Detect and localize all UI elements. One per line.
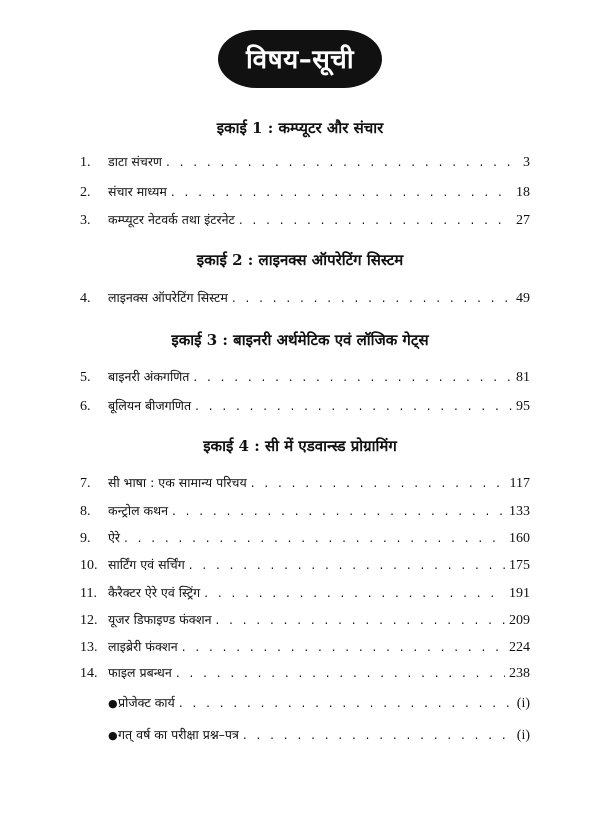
toc-entry[interactable] (80, 183, 530, 203)
toc-entry[interactable] (80, 153, 530, 173)
entry-title: बाइनरी अंकगणित (108, 369, 190, 384)
bullet-icon: ● (108, 729, 118, 742)
dot-leader (124, 531, 505, 545)
toc-entry[interactable] (80, 474, 530, 494)
entry-title: संचार माध्यम (108, 184, 167, 199)
entry-page: 133 (509, 504, 530, 519)
dot-leader (216, 613, 505, 627)
entry-page: (i) (516, 696, 530, 711)
toc-extra-entry[interactable] (108, 726, 530, 746)
entry-title: लाइनक्स ऑपरेटिंग सिस्टम (108, 290, 228, 305)
entry-page: 3 (523, 155, 530, 170)
entry-number: 13. (80, 640, 98, 655)
toc-entry[interactable] (80, 584, 530, 604)
entry-number: 11. (80, 586, 97, 601)
entry-title: बूलियन बीजगणित (108, 398, 192, 413)
entry-number: 5. (80, 370, 91, 385)
entry-page: 160 (509, 531, 530, 546)
unit-2-heading: इकाई 2 : लाइनक्स ऑपरेटिंग सिस्टम (196, 251, 404, 269)
toc-entry[interactable] (80, 556, 530, 576)
dot-leader (195, 399, 512, 413)
dot-leader (232, 291, 512, 305)
toc-entry[interactable] (80, 664, 530, 684)
page-title: विषय–सूची (218, 30, 382, 88)
entry-number: 14. (80, 666, 98, 681)
entry-page: 95 (516, 399, 530, 414)
entry-page: 191 (509, 586, 530, 601)
entry-title: कैरैक्टर ऐरे एवं स्ट्रिंग (108, 585, 201, 600)
entry-number: 2. (80, 185, 91, 200)
entry-number: 7. (80, 476, 91, 491)
bullet-icon: ● (108, 697, 118, 710)
toc-entry[interactable] (80, 502, 530, 522)
entry-number: 1. (80, 155, 91, 170)
toc-entry[interactable] (80, 289, 530, 309)
entry-title: ऐरे (108, 530, 121, 545)
entry-title: कन्ट्रोल कथन (108, 503, 169, 518)
dot-leader (243, 728, 513, 742)
entry-number: 3. (80, 213, 91, 228)
dot-leader (239, 213, 512, 227)
dot-leader (176, 666, 505, 680)
toc-entry[interactable] (80, 397, 530, 417)
unit-4-heading: इकाई 4 : सी में एडवान्स्ड प्रोग्रामिंग (203, 437, 397, 455)
entry-number: 8. (80, 504, 91, 519)
entry-number: 12. (80, 613, 98, 628)
dot-leader (171, 185, 512, 199)
toc-extra-entry[interactable] (108, 694, 530, 714)
toc-entry[interactable] (80, 211, 530, 231)
entry-page: 117 (509, 476, 530, 491)
toc-entry[interactable] (80, 638, 530, 658)
entry-number: 10. (80, 558, 98, 573)
unit-3-heading: इकाई 3 : बाइनरी अर्थमेटिक एवं लॉजिक गेट्स (171, 331, 429, 349)
entry-title: गत् वर्ष का परीक्षा प्रश्न–पत्र (118, 727, 239, 742)
dot-leader (166, 155, 519, 169)
entry-page: 27 (516, 213, 530, 228)
dot-leader (189, 558, 505, 572)
title-banner (0, 30, 600, 88)
unit-1-heading: इकाई 1 : कम्प्यूटर और संचार (216, 119, 384, 137)
toc-entry[interactable] (80, 611, 530, 631)
dot-leader (182, 640, 505, 654)
entry-page: 224 (509, 640, 530, 655)
entry-page: 49 (516, 291, 530, 306)
entry-page: 18 (516, 185, 530, 200)
entry-page: (i) (516, 728, 530, 743)
entry-number: 6. (80, 399, 91, 414)
entry-number: 4. (80, 291, 91, 306)
dot-leader (204, 586, 505, 600)
entry-page: 238 (509, 666, 530, 681)
entry-title: यूजर डिफाइण्ड फंक्शन (108, 612, 212, 627)
dot-leader (251, 476, 506, 490)
dot-leader (172, 504, 505, 518)
entry-title: सी भाषा : एक सामान्य परिचय (108, 475, 247, 490)
dot-leader (179, 696, 513, 710)
entry-page: 209 (509, 613, 530, 628)
entry-number: 9. (80, 531, 91, 546)
toc-entry[interactable] (80, 529, 530, 549)
dot-leader (193, 370, 512, 384)
entry-page: 81 (516, 370, 530, 385)
entry-title: फाइल प्रबन्धन (108, 665, 172, 680)
entry-title: सार्टिंग एवं सर्चिंग (108, 557, 185, 572)
entry-title: लाइब्रेरी फंक्शन (108, 639, 178, 654)
entry-title: डाटा संचरण (108, 154, 162, 169)
entry-title: प्रोजेक्ट कार्य (118, 695, 175, 710)
toc-entry[interactable] (80, 368, 530, 388)
entry-page: 175 (509, 558, 530, 573)
entry-title: कम्प्यूटर नेटवर्क तथा इंटरनेट (108, 212, 235, 227)
